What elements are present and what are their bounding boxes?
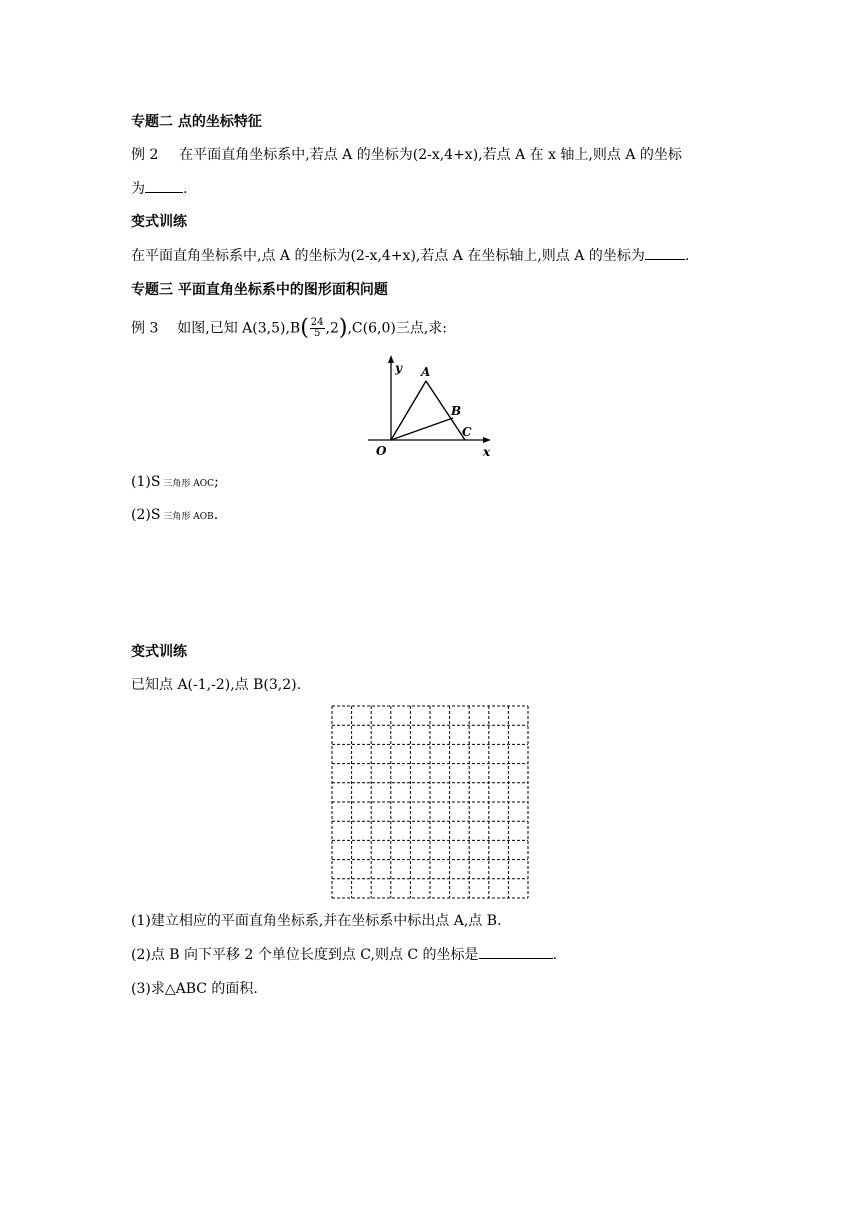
example3-text-prefix: 如图,已知 A(3,5),B: [177, 320, 301, 337]
example2-line2: [131, 178, 187, 199]
example3-line: [131, 315, 448, 341]
x-axis-arrow: [483, 437, 491, 443]
variant2-q2-suffix: .: [552, 947, 558, 963]
variant2-q3: (3)求△ABC 的面积.: [131, 981, 258, 997]
variant-heading: 变式训练: [131, 214, 187, 230]
dashed-grid: [331, 705, 529, 899]
example3-text-mid: ,2: [325, 320, 339, 337]
example3-text-suffix: ,C(6,0)三点,求:: [347, 320, 448, 337]
q1-subscript: 三角形 AOC: [163, 479, 215, 489]
label-y: y: [395, 361, 402, 375]
example3-label: 例 3: [131, 320, 159, 337]
label-x: x: [483, 445, 491, 459]
edge-oa: [391, 381, 426, 440]
variant2-q2-text: (2)点 B 向下平移 2 个单位长度到点 C,则点 C 的坐标是: [131, 947, 479, 963]
q2-suffix: .: [213, 507, 219, 523]
q1-suffix: ;: [214, 474, 219, 490]
label-o: O: [376, 444, 387, 458]
example2-label: 例 2: [131, 147, 159, 163]
triangle-figure: [360, 352, 500, 462]
section2-heading: 专题二 点的坐标特征: [131, 114, 262, 130]
variant-question: [131, 245, 689, 266]
example2-line1: [131, 145, 682, 165]
y-axis-arrow: [388, 355, 394, 363]
paren-open: (: [300, 315, 309, 341]
variant2-given: 已知点 A(-1,-2),点 B(3,2).: [131, 677, 302, 693]
fraction: [310, 318, 325, 339]
label-a: A: [421, 365, 431, 379]
question-1: [131, 472, 219, 494]
variant2-q1: (1)建立相应的平面直角坐标系,并在坐标系中标出点 A,点 B.: [131, 913, 502, 929]
answer-blank: [645, 245, 685, 260]
example2-text-prefix: 为: [131, 181, 145, 197]
fraction-numerator: 24: [310, 317, 324, 328]
answer-blank: [479, 944, 553, 959]
variant2-q2: [131, 944, 557, 965]
variant2-heading: 变式训练: [131, 644, 187, 660]
edge-ob: [391, 418, 453, 440]
section3-heading: 专题三 平面直角坐标系中的图形面积问题: [131, 282, 388, 298]
q1-prefix: (1)S: [131, 474, 161, 490]
example2-text: 在平面直角坐标系中,若点 A 的坐标为(2-x,4+x),若点 A 在 x 轴上,则点 A 的坐标: [179, 147, 682, 163]
variant-text: 在平面直角坐标系中,点 A 的坐标为(2-x,4+x),若点 A 在坐标轴上,则点 A 的坐标为: [131, 248, 645, 264]
q2-prefix: (2)S: [131, 507, 161, 523]
q2-subscript: 三角形 AOB: [163, 512, 214, 522]
label-c: C: [462, 425, 472, 439]
fraction-denominator: 5: [313, 328, 321, 339]
variant-suffix: .: [684, 248, 690, 264]
question-2: [131, 505, 218, 527]
label-b: B: [451, 404, 462, 418]
paren-close: ): [338, 315, 348, 341]
example2-text-suffix: .: [183, 181, 188, 197]
answer-blank: [145, 178, 183, 193]
